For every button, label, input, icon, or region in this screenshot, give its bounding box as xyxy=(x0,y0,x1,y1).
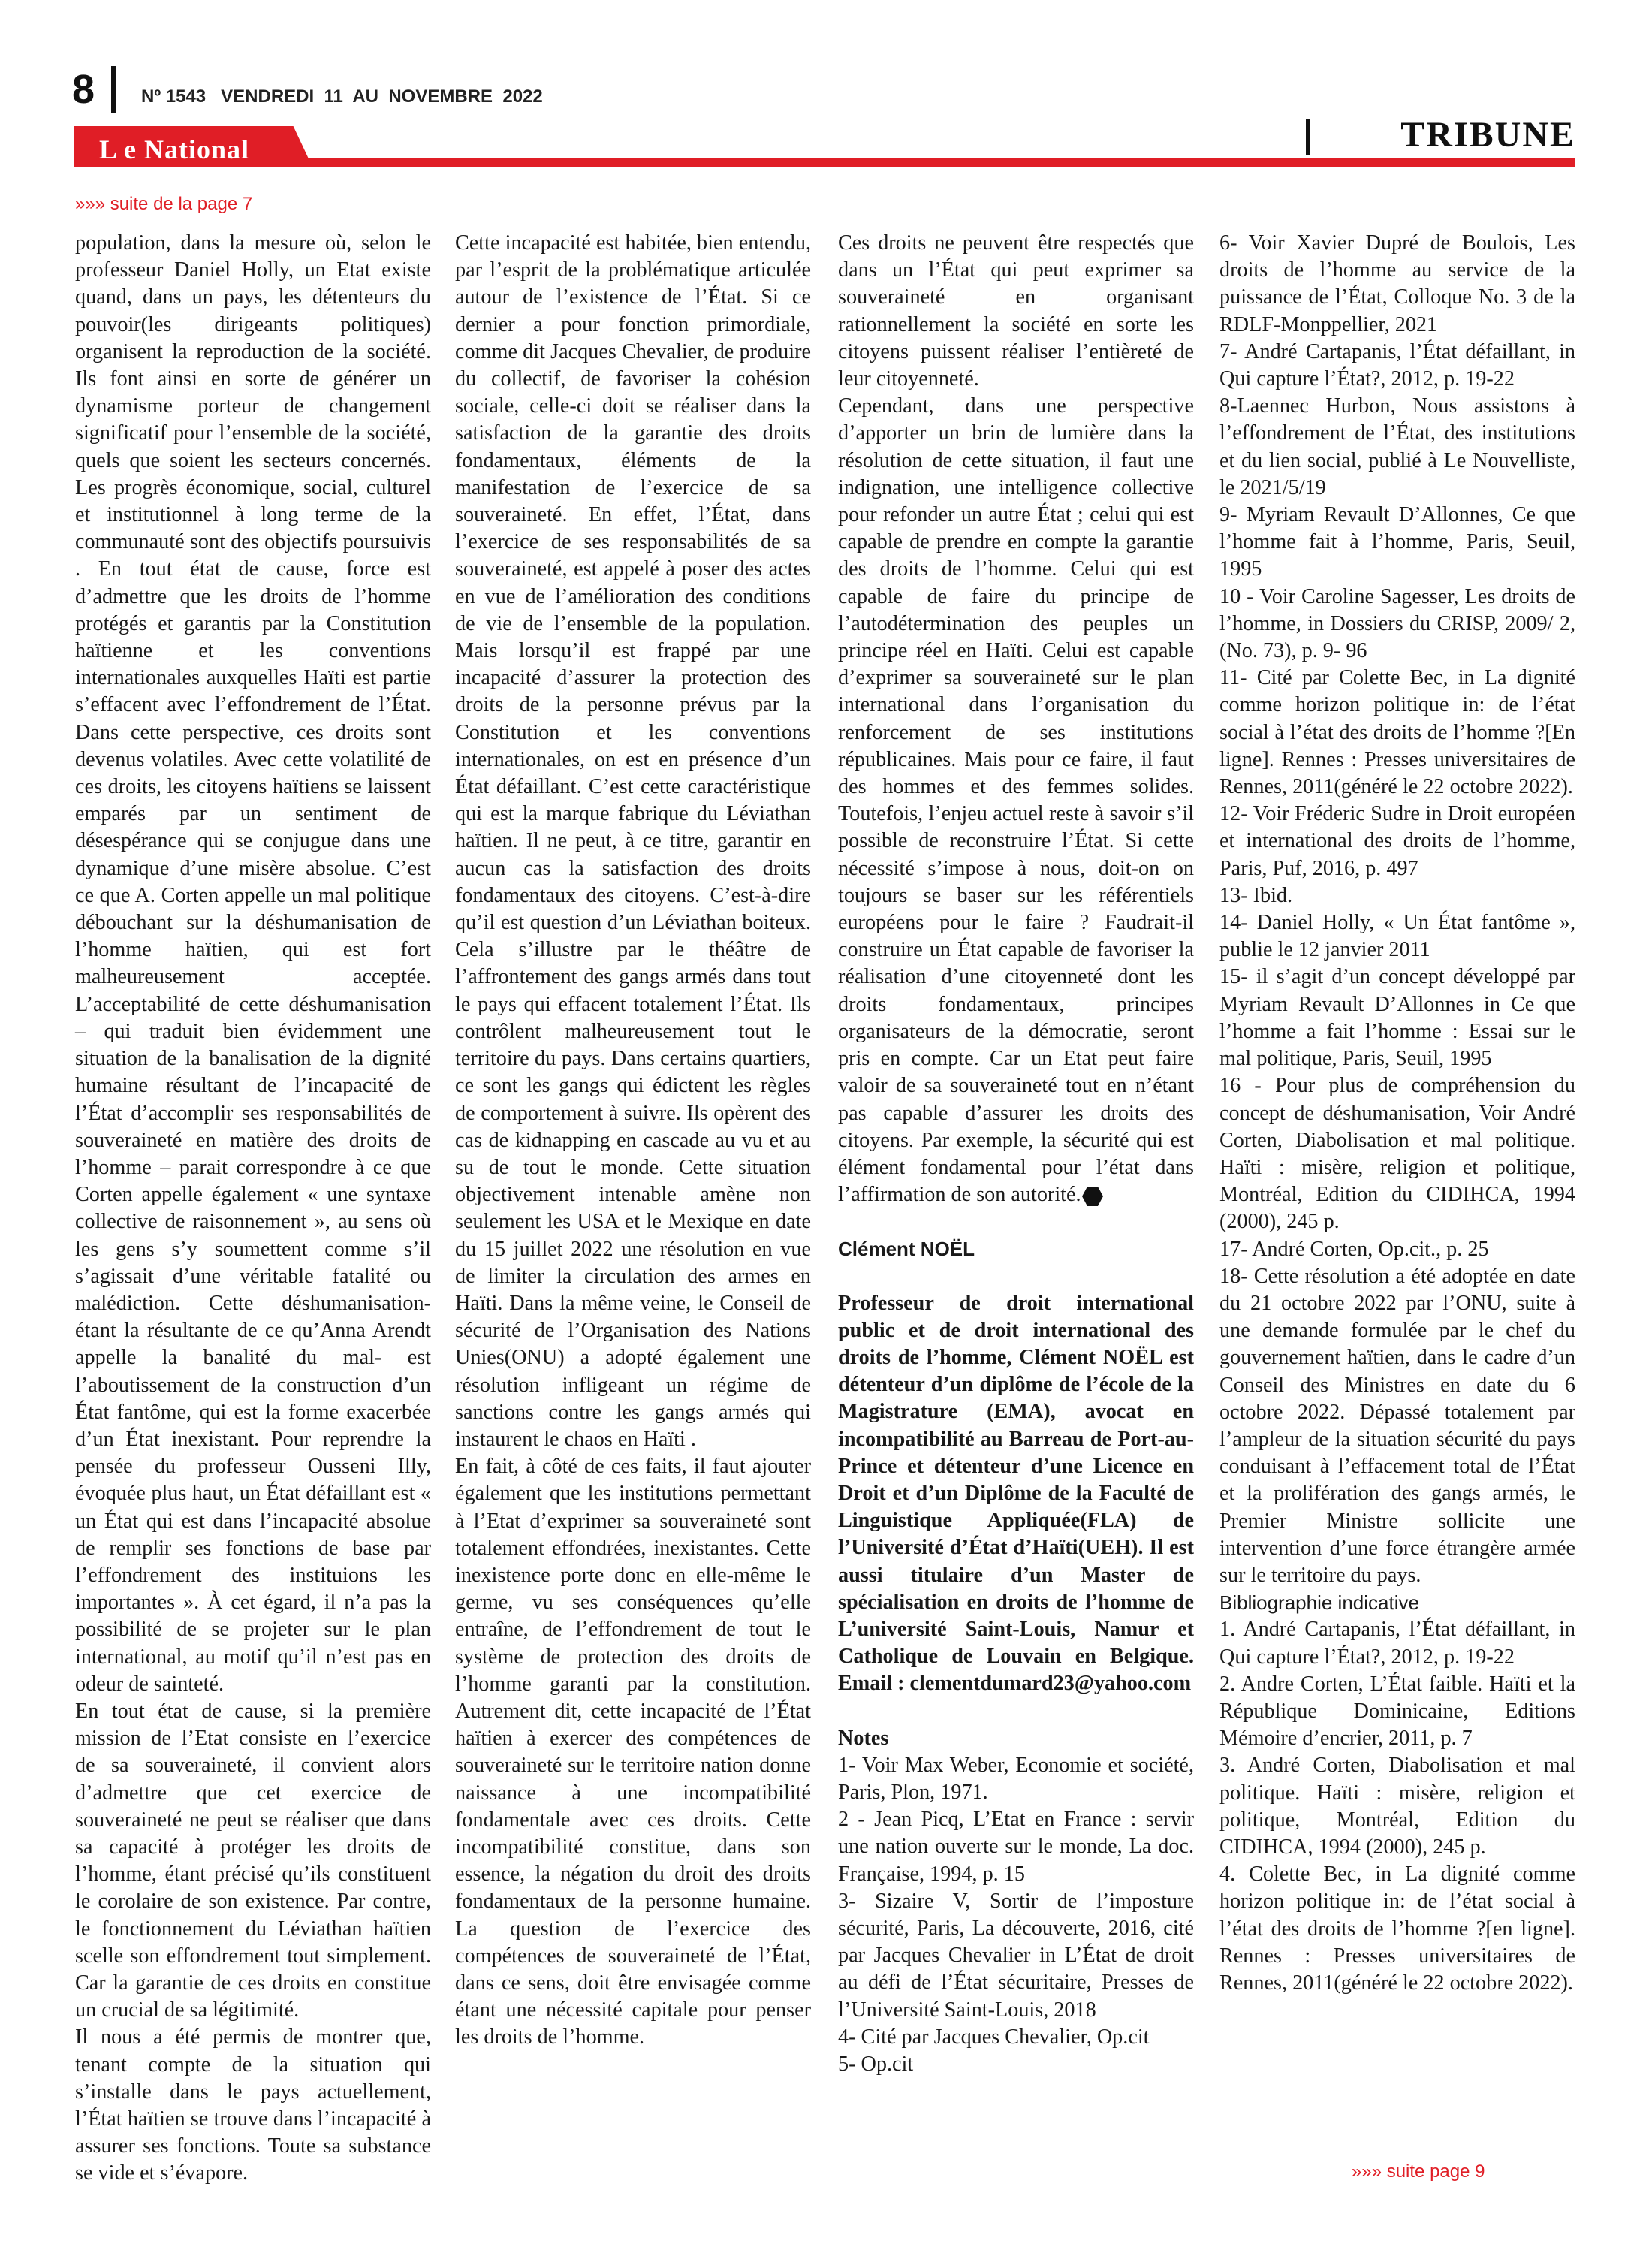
paragraph: En tout état de cause, si la première mission de l’Etat consiste en l’exercice de sa souveraineté, il convient alors d’admettre que cet exercice de souveraineté ne peut se réaliser que dans sa capacité à protéger les droits de l’homme, étant précisé qu’ils constituent le corolaire de son existence. Par contre, le fonctionnement du Léviathan haïtien scelle son effondrement tout simplement. Car la garantie de ces droits en constitue un crucial de sa légitimité. xyxy=(75,1699,431,2022)
note-item: 8-Laennec Hurbon, Nous assistons à l’effondrement de l’État, des institutions et du lien social, publié à Le Nouvelliste, le 2021/5/19 xyxy=(1219,394,1575,499)
note-item: 4- Cité par Jacques Chevalier, Op.cit xyxy=(838,2025,1150,2049)
article-column-3 xyxy=(838,230,1194,2137)
notes-heading: Notes xyxy=(838,1726,889,1750)
paragraph: En fait, à côté de ces faits, il faut ajouter également que les institutions permettant à l’Etat d’exprimer sa souveraineté sont totalement effondrées, inexistantes. Cette inexistence porte donc en elle-même le germe, vu ses conséquences qu’elle entraîne, de l’effondrement de tout le système de protection des droits de l’homme garanti par la constitution. Autrement dit, cette incapacité de l’État haïtien à exercer des compétences de souveraineté sur le territoire nation donne naissance à une incompatibilité fondamentale avec ces droits. Cette incompatibilité constitue, dans son essence, la négation du droit des droits fondamentaux de la personne humaine. La question de l’exercice des compétences de souveraineté de l’État, dans ce sens, doit être envisagée comme étant une nécessité capitale pour penser les droits de l’homme. xyxy=(455,1455,811,2049)
paragraph: population, dans la mesure où, selon le professeur Daniel Holly, un Etat existe quand, dans un pays, les détenteurs du pouvoir(les dirigeants politiques) organisent la reproduction de la société. Ils font ainsi en sorte de générer un dynamisme porteur de changement significatif pour l’ensemble de la société, quels que soient les secteurs concernés. Les progrès économique, social, culturel et institutionnel à long terme de la communauté sont des objectifs poursuivis . En tout état de cause, force est d’admettre que les droits de l’homme protégés et garantis par la Constitution haïtienne et les conventions internationales auxquelles Haïti est partie s’effacent avec l’effondrement de l’État. Dans cette perspective, ces droits sont devenus volatiles. Avec cette volatilité de ces droits, les citoyens haïtiens se laissent emparés par un sentiment de désespérance qui se conjugue dans une dynamique d’une misère absolue. C’est ce que A. Corten appelle un mal politique débouchant sur la déshumanisation de l’homme haïtien, qui est fort malheureusement acceptée. L’acceptabilité de cette déshumanisation – qui traduit bien évidemment une situation de la banalisation de la dignité humaine résultant de l’incapacité de l’État d’accomplir ses responsabilités de souveraineté en matière des droits de l’homme – parait correspondre à ce que Corten appelle également « une syntaxe collective de raisonnement », au sens où les gens s’y soumettent comme s’il s’agissait d’une véritable fatalité ou malédiction. Cette déshumanisation- étant la résultante de ce qu’Anna Arendt appelle la banalité du mal- est l’aboutissement de la construction d’un État fantôme, qui est la forme exacerbée d’un État inexistant. Pour reprendre la pensée du professeur Ousseni Illy, évoquée plus haut, un État défaillant est « un État qui est dans l’incapacité absolue de remplir ses fonctions de base par l’effondrement des instituions les importantes ». À cet égard, il n’a pas la possibilité de se projeter sur le plan international, au motif qu’il n’est pas en odeur de sainteté. xyxy=(75,231,431,1696)
issue-date-line: Nº 1543 VENDREDI 11 AU NOVEMBRE 2022 xyxy=(141,86,543,107)
paragraph xyxy=(838,393,1194,1208)
bibliography-item: 3. André Corten, Diabolisation et mal politique. Haïti : misère, religion et politique, Montréal, Edition du CIDIHCA, 1994 (2000), 245 p. xyxy=(1219,1754,1575,1859)
article-column-4 xyxy=(1219,230,1575,2137)
section-divider xyxy=(1306,119,1310,155)
note-item: 12- Voir Fréderic Sudre in Droit européen et international des droits de l’homme, Paris, Puf, 2016, p. 497 xyxy=(1219,802,1575,880)
note-item: 3- Sizaire V, Sortir de l’imposture sécurité, Paris, La découverte, 2016, cité par Jacques Chevalier in L’État de droit au défi de l’État sécuritaire, Presses de l’Université Saint-Louis, 2018 xyxy=(838,1889,1194,2022)
article-column-1 xyxy=(75,230,431,2185)
bibliography-item: 1. André Cartapanis, l’État défaillant, in Qui capture l’État?, 2012, p. 19-22 xyxy=(1219,1618,1575,1669)
continued-from-link[interactable]: »»» suite de la page 7 xyxy=(75,194,253,214)
author-bio: Professeur de droit international public et de droit international des droits de l’homme, Clément NOËL est détenteur d’un diplôme de l’école de la Magistrature (EMA), avocat en incompatibilité au Barreau de Port-au-Prince et détenteur d’une Licence en Droit et d’un Diplôme de la Faculté de Linguistique Appliquée(FLA) de l’Université d’État d’Haïti(UEH). Il est aussi titulaire d’un Master de spécialisation en droits de l’homme de L’université Saint-Louis, Namur et Catholique de Louvain en Belgique. Email : clementdumard23@yahoo.com xyxy=(838,1291,1194,1696)
paragraph: Ces droits ne peuvent être respectés que dans un l’État qui peut exprimer sa souveraineté en organisant rationnellement la société en sorte les citoyens puissent réaliser l’entièreté de leur citoyenneté. xyxy=(838,231,1194,391)
end-of-article-icon xyxy=(1081,1185,1104,1208)
note-item: 11- Cité par Colette Bec, in La dignité comme horizon politique in: de l’état social à l’état des droits de l’homme ?[En ligne]. Rennes : Presses universitaires de Rennes, 2011(généré le 22 octobre 2022). xyxy=(1219,666,1575,799)
note-item: 16 - Pour plus de compréhension du concept de déshumanisation, Voir André Corten, Diabolisation et mal politique. Haïti : misère, religion et politique, Montréal, Edition du CIDIHCA, 1994 (2000), 245 p. xyxy=(1219,1074,1575,1234)
paragraph: Il nous a été permis de montrer que, tenant compte de la situation qui s’installe dans le pays actuellement, l’État haïtien se trouve dans l’incapacité à assurer ses fonctions. Toute sa substance se vide et s’évapore. xyxy=(75,2025,431,2185)
continued-to-link[interactable]: »»» suite page 9 xyxy=(1352,2161,1485,2182)
note-item: 10 - Voir Caroline Sagesser, Les droits de l’homme, in Dossiers du CRISP, 2009/ 2, (No. 73), p. 9- 96 xyxy=(1219,584,1575,663)
note-item: 2 - Jean Picq, L’Etat en France : servir une nation ouverte sur le monde, La doc. Française, 1994, p. 15 xyxy=(838,1808,1194,1886)
bibliography-heading: Bibliographie indicative xyxy=(1219,1591,1419,1615)
note-item: 18- Cette résolution a été adoptée en date du 21 octobre 2022 par l’ONU, suite à une demande formulée par le chef du gouvernement haïtien, dans le cadre d’un Conseil des Ministres en date du 6 octobre 2022. Dépassé totalement par l’ampleur de la situation sécurité du pays conduisant à l’effacement total de l’État et la prolifération des gangs armés, le Premier Ministre sollicite une intervention d’une force étrangère armée sur le territoire du pays. xyxy=(1219,1264,1575,1587)
note-item: 7- André Cartapanis, l’État défaillant, in Qui capture l’État?, 2012, p. 19-22 xyxy=(1219,339,1575,391)
note-item: 1- Voir Max Weber, Economie et société, Paris, Plon, 1971. xyxy=(838,1753,1194,1804)
author-name: Clément NOËL xyxy=(838,1238,975,1261)
note-item: 17- André Corten, Op.cit., p. 25 xyxy=(1219,1237,1489,1261)
bibliography-item: 2. Andre Corten, L’État faible. Haïti et la République Dominicaine, Editions Mémoire d’encrier, 2011, p. 7 xyxy=(1219,1672,1575,1751)
note-item: 5- Op.cit xyxy=(838,2052,914,2076)
paragraph-text: Cependant, dans une perspective d’apporter un brin de lumière dans la résolution de cette situation, il faut une indignation, une intelligence collective pour refonder un autre État ; celui qui est capable de prendre en compte la garantie des droits de l’homme. Celui qui est capable de faire du principe de l’autodétermination des peuples un principe réel en Haïti. Celui est capable d’exprimer sa souveraineté sur le plan international dans l’organisation du renforcement de ses institutions républicaines. Mais pour ce faire, il faut des hommes et des femmes solides. Toutefois, l’enjeu actuel reste à savoir s’il possible de reconstruire l’État. Si cette nécessité s’impose à nous, doit-on on toujours se baser sur les référentiels européens pour le faire ? Faudrait-il construire un État capable de favoriser la réalisation d’une citoyenneté dont les droits fondamentaux, principes organisateurs de la démocratie, seront pris en compte. Car un Etat peut faire valoir de sa souveraineté tout en n’étant pas capable d’assurer les droits des citoyens. Par exemple, la sécurité qui est élément fondamental pour l’état dans l’affirmation de son autorité. xyxy=(838,394,1194,1207)
note-item: 14- Daniel Holly, « Un État fantôme », publie le 12 janvier 2011 xyxy=(1219,911,1575,962)
page-number: 8 xyxy=(72,67,95,112)
note-item: 15- il s’agit d’un concept développé par Myriam Revault D’Allonnes in Ce que l’homme a fait l’homme : Essai sur le mal politique, Paris, Seuil, 1995 xyxy=(1219,965,1575,1071)
page-number-divider xyxy=(111,66,116,113)
article-column-2 xyxy=(455,230,811,2137)
note-item: 9- Myriam Revault D’Allonnes, Ce que l’homme fait à l’homme, Paris, Seuil, 1995 xyxy=(1219,503,1575,581)
section-title: TRIBUNE xyxy=(1400,115,1575,155)
bibliography-item: 4. Colette Bec, in La dignité comme horizon politique in: de l’état social à l’état des droits de l’homme ?[en ligne]. Rennes : Presses universitaires de Rennes, 2011(généré le 22 octobre 2022). xyxy=(1219,1862,1575,1995)
newspaper-logo: L e National xyxy=(99,134,250,164)
note-item: 13- Ibid. xyxy=(1219,883,1293,907)
note-item: 6- Voir Xavier Dupré de Boulois, Les droits de l’homme au service de la puissance de l’État, Colloque No. 3 de la RDLF-Monppellier, 2021 xyxy=(1219,231,1575,336)
paragraph: Cette incapacité est habitée, bien entendu, par l’esprit de la problématique articulée autour de l’existence de l’État. Si ce dernier a pour fonction primordiale, comme dit Jacques Chevalier, de produire du collectif, de favoriser la cohésion sociale, celle-ci doit se réaliser dans la satisfaction de la garantie des droits fondamentaux, éléments de la manifestation de l’exercice de sa souveraineté. En effet, l’État, dans l’exercice de ses responsabilités de sa souveraineté, est appelé à poser des actes en vue de l’amélioration des conditions de vie de l’ensemble de la population. Mais lorsqu’il est frappé par une incapacité d’assurer la protection des droits de la personne prévus par la Constitution et les conventions internationales, on est en présence d’un État défaillant. C’est cette caractéristique qui est la marque fabrique du Léviathan haïtien. Il ne peut, à ce titre, garantir en aucun cas la satisfaction des droits fondamentaux des citoyens. C’est-à-dire qu’il est question d’un Léviathan boiteux. Cela s’illustre par le théâtre de l’affrontement des gangs armés dans tout le pays qui effacent totalement l’État. Ils contrôlent malheureusement tout le territoire du pays. Dans certains quartiers, ce sont les gangs qui édictent les règles de comportement à suivre. Ils opèrent des cas de kidnapping en cascade au vu et au su de tout le monde. Cette situation objectivement intenable amène non seulement les USA et le Mexique en date du 15 juillet 2022 une résolution en vue de limiter la circulation des armes en Haïti. Dans la même veine, le Conseil de sécurité de l’Organisation des Nations Unies(ONU) a adopté également une résolution infligeant un régime de sanctions contre les gangs armés qui instaurent le chaos en Haïti . xyxy=(455,231,811,1451)
